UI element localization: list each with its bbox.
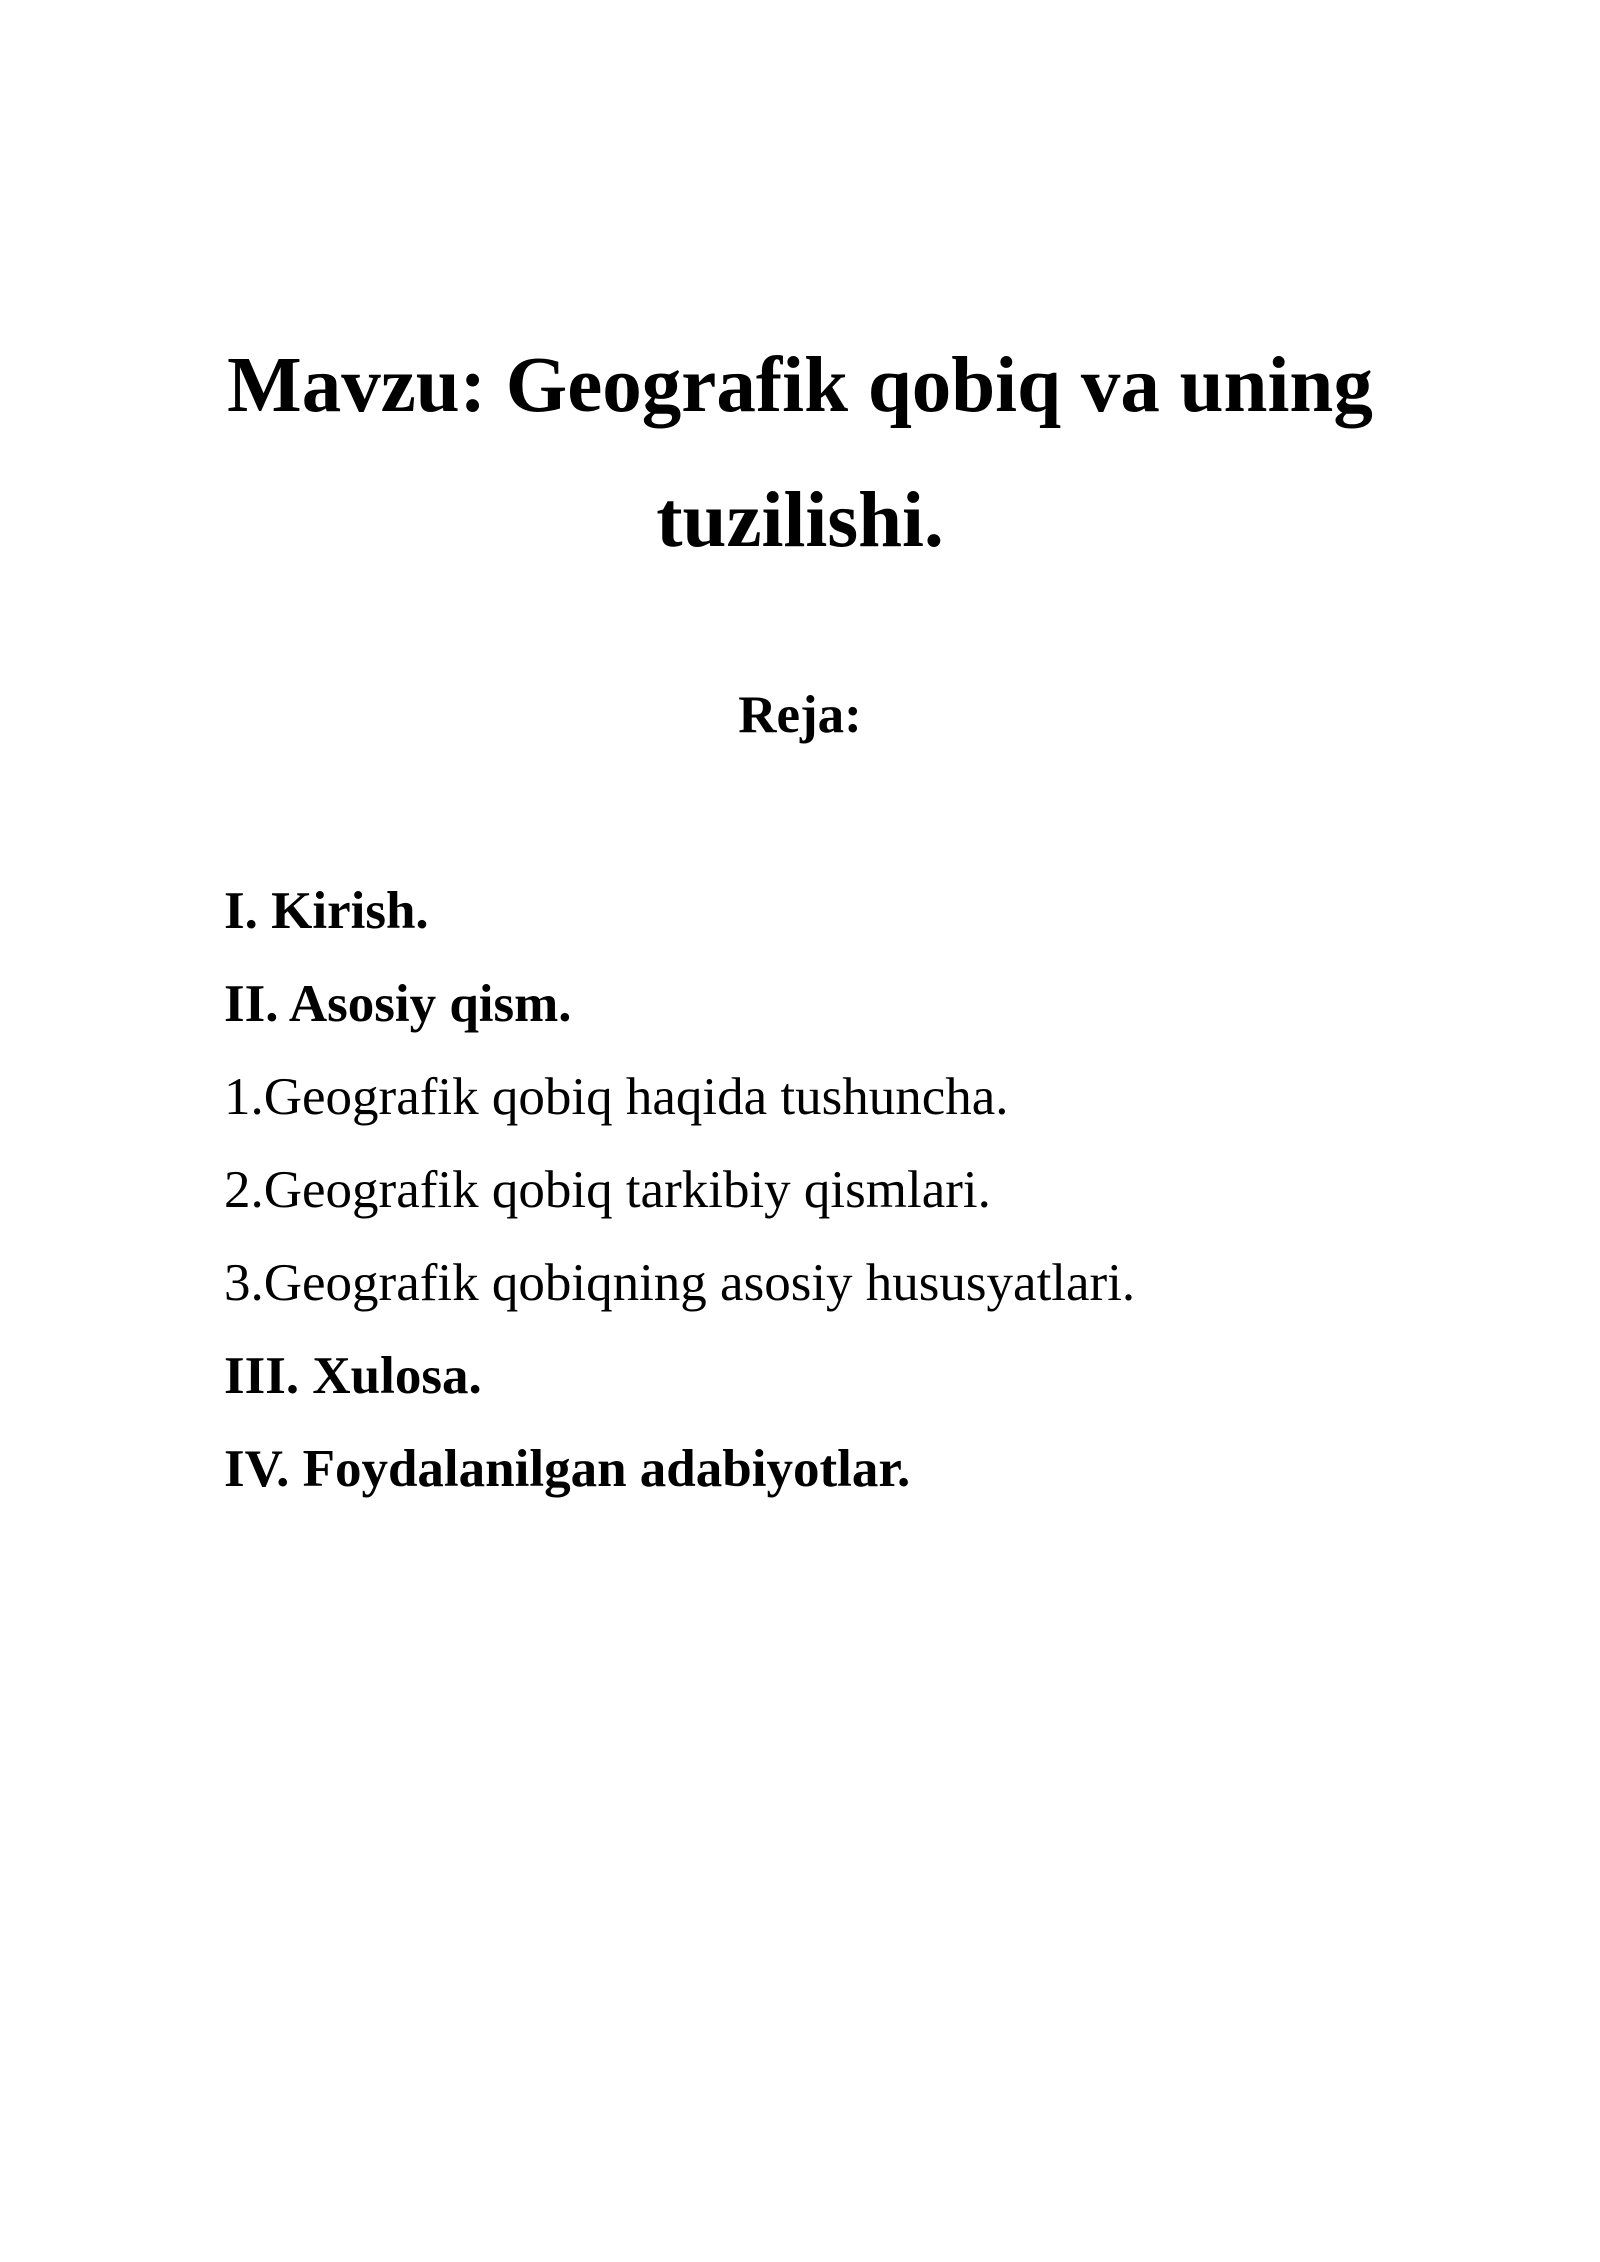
plan-item-subtopic-2: 2.Geografik qobiq tarkibiy qismlari. [224, 1161, 991, 1219]
plan-item-introduction: I. Kirish. [224, 882, 429, 940]
plan-item-subtopic-3: 3.Geografik qobiqning asosiy hususyatlari. [224, 1254, 1136, 1312]
title-line-1: Mavzu: Geografik qobiq va uning [227, 342, 1373, 429]
plan-heading: Reja: [738, 686, 862, 744]
plan-item-main-part: II. Asosiy qism. [224, 975, 572, 1033]
plan-item-subtopic-1: 1.Geografik qobiq haqida tushuncha. [224, 1068, 1009, 1126]
plan-item-conclusion: III. Xulosa. [224, 1347, 482, 1405]
page-title [0, 318, 1600, 588]
title-line-2: tuzilishi. [656, 477, 944, 564]
plan-list [224, 865, 1424, 1516]
plan-item-references: IV. Foydalanilgan adabiyotlar. [224, 1440, 911, 1498]
